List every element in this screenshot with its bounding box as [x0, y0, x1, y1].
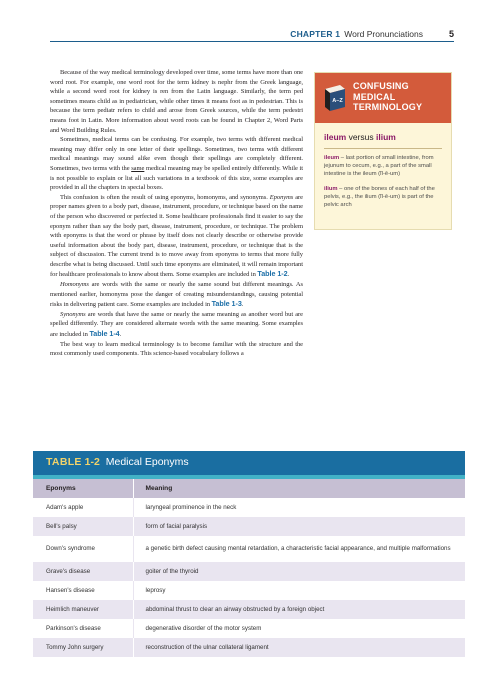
eponym-cell: Tommy John surgery	[33, 638, 133, 657]
eponym-cell: Parkinson's disease	[33, 619, 133, 638]
running-head	[290, 29, 454, 39]
paragraph-text: Because of the way medical terminology developed over time, some terms have more than one word root. For example, one word root for the term kidney is nephr from the Greek language, while a second word root for kidney is ren from the Latin language. Similarly, the term ped sometimes means child as in pediatrician, while other times it means foot as in pedestrian. This is because the term pediatr refers to child and arose from Greek sources, while the term pedestri means foot in Latin. More information about word roots can be found in Chapter 2, Word Parts and Word Building Rules.	[50, 69, 303, 134]
sidebar-word-2: ilium	[376, 132, 396, 142]
medical-eponyms-table	[33, 451, 465, 680]
eponym-cell: Hansen's disease	[33, 581, 133, 600]
chapter-title: Word Pronunciations	[344, 29, 423, 39]
term-homonyms: Homonyms	[60, 281, 89, 289]
table-header-bar	[33, 451, 465, 475]
column-header-eponyms: Eponyms	[33, 479, 133, 498]
paragraph-text: Sometimes, medical terms can be confusing. For example, two terms with different medical meaning may differ only in one letter of their spellings. Sometimes, two terms with different medical meanings may sound alike even though their spellings are completely different. Sometimes, two terms with the	[50, 136, 303, 172]
meaning-cell: abdominal thrust to clear an airway obstructed by a foreign object	[133, 600, 465, 619]
punctuation: .	[241, 301, 244, 309]
table-number: 1-2	[84, 456, 100, 468]
eponyms-table	[33, 479, 465, 657]
column-header-meaning: Meaning	[133, 479, 465, 498]
paragraph-confusing	[50, 135, 303, 193]
table-row	[33, 517, 465, 536]
eponym-cell: Down's syndrome	[33, 536, 133, 562]
paragraph-eponyms	[50, 193, 303, 280]
sidebar-header	[315, 73, 451, 123]
meaning-cell: reconstruction of the ulnar collateral ligament	[133, 638, 465, 657]
meaning-cell: goiter of the thyroid	[133, 562, 465, 581]
paragraph-text: are words with the same or nearly the same sound but different meanings. As mentioned earlier, homonyms pose the danger of creating misunderstandings, causing potential risks in delivering patient care. Some examples are included in	[50, 281, 303, 309]
meaning-cell: laryngeal prominence in the neck	[133, 498, 465, 517]
sidebar-entry-term: ilium	[324, 185, 338, 192]
table-row	[33, 638, 465, 657]
sidebar-title-line: TERMINOLOGY	[353, 102, 423, 112]
paragraph-text: medical meaning may be spelled entirely differently. While it is not possible to explain or list all such variations in a textbook of this size, some examples are provided in all the chapters in special boxes.	[50, 164, 303, 192]
meaning-cell: form of facial paralysis	[133, 517, 465, 536]
term-synonyms: Synonyms	[60, 310, 86, 318]
meaning-cell: degenerative disorder of the motor system	[133, 619, 465, 638]
header-rule	[50, 41, 454, 42]
term-eponyms: Eponyms	[269, 193, 294, 201]
sidebar-entry	[324, 185, 442, 210]
paragraph-best-way	[50, 340, 303, 359]
sidebar-title	[353, 81, 449, 113]
table-row	[33, 581, 465, 600]
paragraph-homonyms	[50, 280, 303, 310]
sidebar-entry-definition: – one of the bones of each half of the pelvis, e.g., the ilium (ĭl-ē-um) is part of the pelvic arch	[324, 185, 435, 209]
sidebar-versus: versus	[348, 132, 374, 142]
paragraph-text: This confusion is often the result of using eponyms, homonyms, and synonyms.	[60, 193, 270, 201]
body-text	[50, 68, 303, 359]
chapter-label: CHAPTER 1	[290, 29, 341, 39]
sidebar-divider	[324, 148, 442, 149]
sidebar-word-1: ileum	[324, 132, 347, 142]
table-row	[33, 600, 465, 619]
icon-label: A–Z	[332, 98, 343, 104]
paragraph-text: The best way to learn medical terminology is to become familiar with the structure and the most commonly used components. This science-based vocabulary follows a	[50, 340, 303, 358]
sidebar-entry-definition: – last portion of small intestine, from jejunum to cecum, e.g., a part of the small intestine is the ileum (ĭl-ē-um)	[324, 155, 434, 178]
table-reference-1-4[interactable]: Table 1-4	[89, 329, 120, 339]
sidebar-entry	[324, 154, 442, 179]
paragraph-synonyms	[50, 310, 303, 340]
table-column-headers	[33, 479, 465, 498]
meaning-cell: a genetic birth defect causing mental retardation, a characteristic facial appearance, and multiple malformations	[133, 536, 465, 562]
paragraph-word-roots	[50, 68, 303, 135]
eponym-cell: Adam's apple	[33, 498, 133, 517]
table-title-text: Medical Eponyms	[105, 456, 189, 468]
page-number: 5	[448, 29, 454, 39]
eponym-cell: Grave's disease	[33, 562, 133, 581]
underlined-word: same	[131, 164, 145, 172]
table-label: TABLE	[46, 456, 82, 468]
eponym-cell: Bell's palsy	[33, 517, 133, 536]
eponym-cell: Heimlich maneuver	[33, 600, 133, 619]
table-reference-1-3[interactable]: Table 1-3	[211, 299, 242, 309]
sidebar-entry-term: ileum	[324, 155, 340, 161]
paragraph-text: are words that have the same or nearly the same meaning as another word but are spelled differently. They are considered alternate words with the same meaning. Some examples are included in	[50, 310, 303, 339]
table-row	[33, 536, 465, 562]
punctuation: .	[119, 331, 122, 339]
meaning-cell: leprosy	[133, 581, 465, 600]
table-title	[46, 456, 189, 468]
table-row	[33, 562, 465, 581]
sidebar-title-line: MEDICAL	[353, 91, 396, 102]
punctuation: .	[287, 271, 290, 279]
table-reference-1-2[interactable]: Table 1-2	[257, 269, 288, 279]
sidebar-title-line: CONFUSING	[353, 81, 409, 91]
table-row	[33, 619, 465, 638]
dictionary-book-icon	[322, 83, 347, 113]
confusing-terminology-box	[314, 72, 452, 230]
paragraph-text: are proper names given to a body part, disease, instrument, procedure, or technique based on the name of the person who discovered or perfected it. Some healthcare professionals find it easier to say the eponym rather than say the body part, disease, instrument, procedure, or technique. The problem with eponyms is that the word or phrase by itself does not clearly describe or otherwise provide useful information about the body part, disease, instrument, procedure, or technique that is the subject of discussion. The current trend is to move away from eponyms to terms that more fully describe what is being discussed. Until such time eponyms are eliminated, it will remain important for healthcare professionals to know about them. Some examples are included in	[50, 193, 303, 279]
table-row	[33, 498, 465, 517]
sidebar-subtitle	[324, 132, 442, 142]
